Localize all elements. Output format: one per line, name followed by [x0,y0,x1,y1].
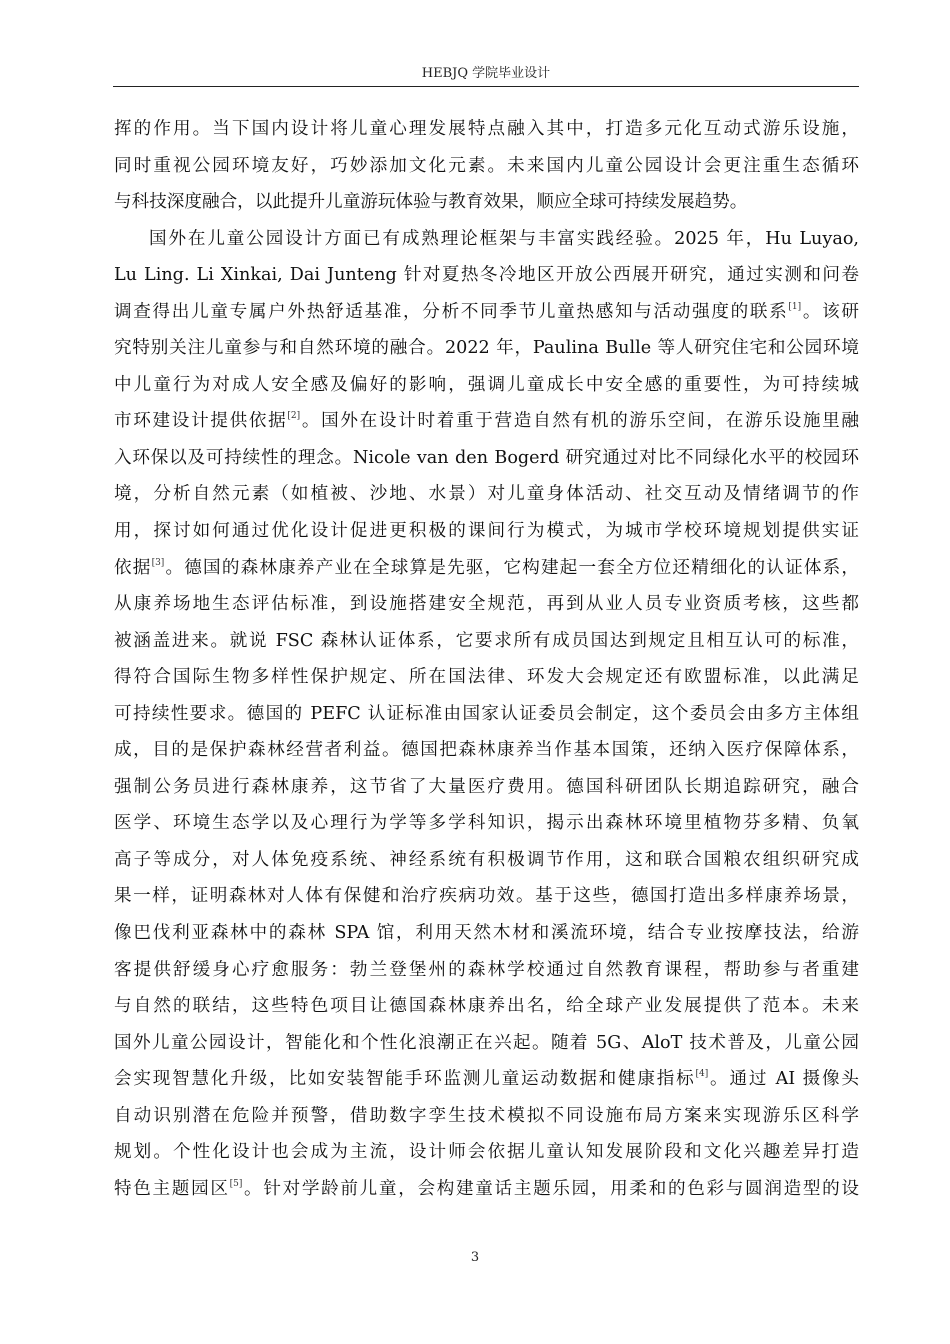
text-line-content: 与科技深度融合，以此提升儿童游玩体验与教育效果，顺应全球可持续发展趋势。 [114,192,748,213]
page-header-title: HEBJQ 学院毕业设计 [421,66,551,81]
text-line [114,878,859,915]
text-line [114,842,859,879]
text-line-content: 与自然的联结，这些特色项目让德国森林康养出名，给全球产业发展提供了范本。未来 [114,996,859,1017]
text-line-content: 特色主题园区 [114,1178,230,1199]
citation-mark: [1] [788,301,802,312]
body-text [114,111,859,1207]
text-line [114,550,859,587]
text-line-content: 得符合国际生物多样性保护规定、所在国法律、环发大会规定还有欧盟标准，以此满足 [114,667,859,688]
text-line [114,1171,859,1208]
text-line [114,769,859,806]
text-line-continuation: 。针对学龄前儿童，会构建童话主题乐园，用柔和的色彩与圆润造型的设 [242,1178,859,1199]
text-line-content: 调查得出儿童专属户外热舒适基准，分析不同季节儿童热感知与活动强度的联系 [114,301,789,322]
text-line-content: 像巴伐利亚森林中的森林 SPA 馆，利用天然木材和溪流环境，结合专业按摩技法，给游 [114,923,859,944]
text-line [114,1025,859,1062]
text-line-content: 客提供舒缓身心疗愈服务：勃兰登堡州的森林学校通过自然教育课程，帮助参与者重建 [114,959,859,980]
text-line-continuation: 。国外在设计时着重于营造自然有机的游乐空间，在游乐设施里融 [300,411,859,432]
citation-mark: [2] [287,411,301,422]
text-line [114,148,859,185]
text-line [114,696,859,733]
text-line-content: 会实现智慧化升级，比如安装智能手环监测儿童运动数据和健康指标 [114,1069,696,1090]
text-line-content: 中儿童行为对成人安全感及偏好的影响，强调儿童成长中安全感的重要性，为可持续城 [114,374,859,395]
text-line-content: 被涵盖进来。就说 FSC 森林认证体系，它要求所有成员国达到规定且相互认可的标准， [114,630,859,651]
text-line-content: 国外在儿童公园设计方面已有成熟理论框架与丰富实践经验。2025 年，Hu Luyao, [149,228,859,249]
text-line [114,294,859,331]
text-line [114,367,859,404]
text-line-content: 从康养场地生态评估标准，到设施搭建安全规范，再到从业人员专业资质考核，这些都 [114,594,859,615]
text-line-content: 国外儿童公园设计，智能化和个性化浪潮正在兴起。随着 5G、AloT 技术普及，儿童公园 [114,1032,859,1053]
text-line-content: 规划。个性化设计也会成为主流，设计师会依据儿童认知发展阶段和文化兴趣差异打造 [114,1142,859,1163]
text-line [114,184,859,221]
text-line [114,1098,859,1135]
text-line [114,1134,859,1171]
text-line [114,403,859,440]
text-line [114,111,859,148]
citation-mark: [5] [229,1178,243,1189]
text-line [114,623,859,660]
text-line [114,440,859,477]
text-line-content: 高子等成分，对人体免疫系统、神经系统有积极调节作用，这和联合国粮农组织研究成 [114,849,859,870]
text-line-content: 果一样，证明森林对人体有保健和治疗疾病功效。基于这些，德国打造出多样康养场景， [114,886,859,907]
text-line-content: 究特别关注儿童参与和自然环境的融合。2022 年，Paulina Bulle 等人研究住宅和公园环境 [114,338,859,359]
text-line-content: 依据 [114,557,152,578]
text-line-content: 入环保以及可持续性的理念。Nicole van den Bogerd 研究通过对比不同绿化水平的校园环 [114,447,859,468]
page-number: 3 [470,1250,480,1265]
text-line-content: 自动识别潜在危险并预警，借助数字孪生技术模拟不同设施布局方案来实现游乐区科学 [114,1105,859,1126]
citation-mark: [4] [695,1069,709,1080]
text-line [114,915,859,952]
text-line [114,988,859,1025]
text-line [114,952,859,989]
text-line [114,732,859,769]
text-line [114,586,859,623]
text-line [114,221,859,258]
header-divider [113,86,859,87]
text-line-continuation: 。德国的森林康养产业在全球算是先驱，它构建起一套全方位还精细化的认证体系， [164,557,859,578]
citation-mark: [3] [151,557,165,568]
text-line-content: 强制公务员进行森林康养，这节省了大量医疗费用。德国科研团队长期追踪研究，融合 [114,776,859,797]
text-line [114,659,859,696]
text-line [114,513,859,550]
text-line [114,476,859,513]
text-line-content: 同时重视公园环境友好，巧妙添加文化元素。未来国内儿童公园设计会更注重生态循环 [114,155,859,176]
text-line [114,330,859,367]
text-line-content: 境，分析自然元素（如植被、沙地、水景）对儿童身体活动、社交互动及情绪调节的作 [114,484,859,505]
text-line [114,805,859,842]
text-line-content: 医学、环境生态学以及心理行为学等多学科知识，揭示出森林环境里植物芬多精、负氧 [114,813,859,834]
text-line-content: Lu Ling. Li Xinkai, Dai Junteng 针对夏热冬冷地区开放公西展开研究，通过实测和问卷 [114,265,859,286]
text-line-content: 成，目的是保护森林经营者利益。德国把森林康养当作基本国策，还纳入医疗保障体系， [114,740,859,761]
text-line-content: 挥的作用。当下国内设计将儿童心理发展特点融入其中，打造多元化互动式游乐设施， [114,119,859,139]
text-line-content: 用，探讨如何通过优化设计促进更积极的课间行为模式，为城市学校环境规划提供实证 [114,521,859,542]
text-line-content: 市环建设计提供依据 [114,411,288,432]
text-line-content: 可持续性要求。德国的 PEFC 认证标准由国家认证委员会制定，这个委员会由多方主体组 [114,703,859,724]
text-line [114,257,859,294]
text-line-continuation: 。通过 AI 摄像头 [708,1069,859,1090]
text-line-continuation: 。该研 [801,301,859,322]
text-line [114,1061,859,1098]
